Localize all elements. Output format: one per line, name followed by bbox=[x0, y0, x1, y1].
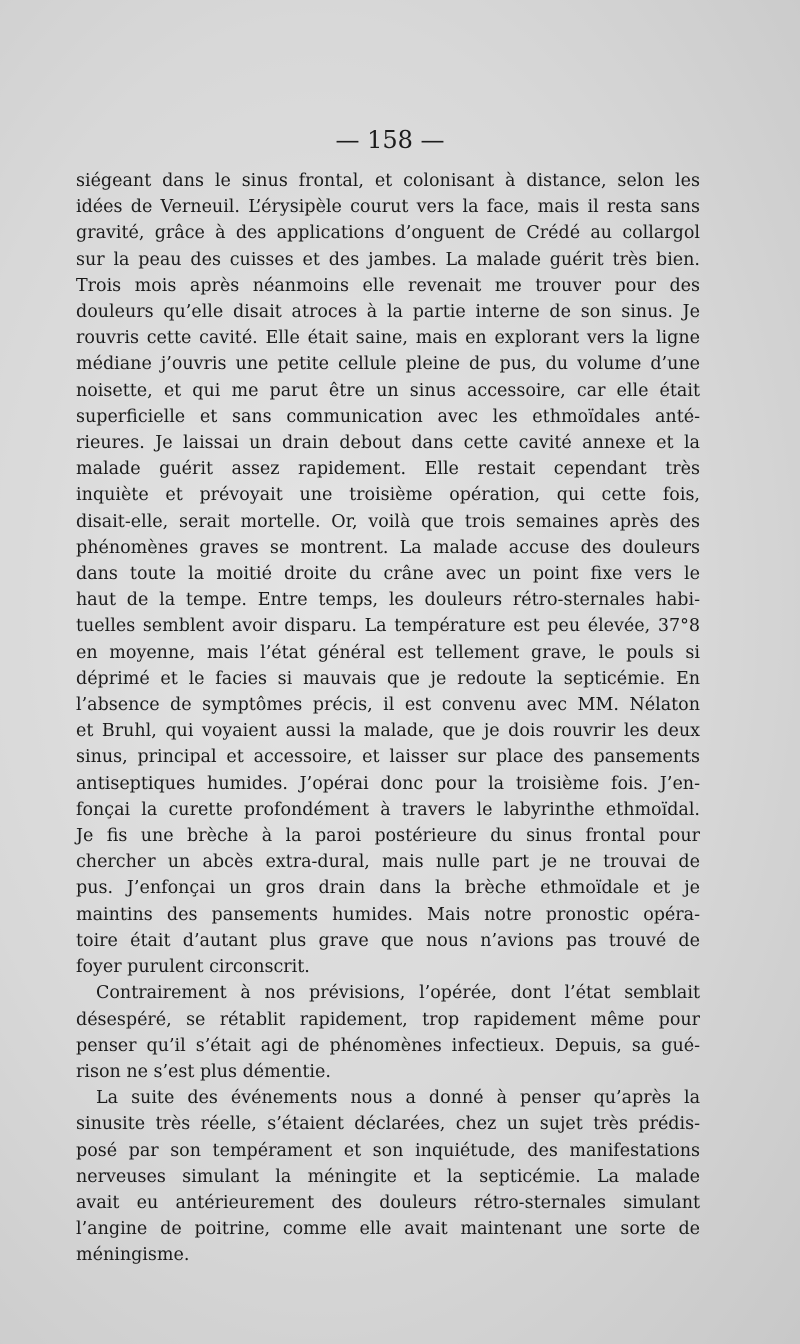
text-line: sur la peau des cuisses et des jambes. La malade guérit très bien. bbox=[76, 249, 700, 270]
text-line: Contrairement à nos prévisions, l’opérée, dont l’état semblait bbox=[96, 983, 700, 1004]
text-line: rison ne s’est plus démentie. bbox=[76, 1061, 331, 1082]
text-line: idées de Verneuil. L’érysipèle courut vers la face, mais il resta sans bbox=[76, 197, 700, 218]
text-line: l’angine de poitrine, comme elle avait maintenant une sorte de bbox=[76, 1219, 700, 1240]
text-line: inquiète et prévoyait une troisième opération, qui cette fois, bbox=[76, 485, 700, 506]
text-line: antiseptiques humides. J’opérai donc pour la troisième fois. J’en- bbox=[76, 773, 700, 794]
body-text bbox=[76, 168, 700, 1269]
text-line: rieures. Je laissai un drain debout dans cette cavité annexe et la bbox=[76, 433, 700, 454]
text-line: chercher un abcès extra-dural, mais nulle part je ne trouvai de bbox=[76, 852, 700, 873]
paragraph bbox=[76, 1085, 700, 1268]
text-line: dans toute la moitié droite du crâne avec un point fixe vers le bbox=[76, 564, 700, 585]
text-line: posé par son tempérament et son inquiétude, des manifestations bbox=[76, 1140, 700, 1161]
text-line: nerveuses simulant la méningite et la septicémie. La malade bbox=[76, 1166, 700, 1187]
paragraph bbox=[76, 980, 700, 1085]
text-line: et Bruhl, qui voyaient aussi la malade, que je dois rouvrir les deux bbox=[76, 721, 700, 742]
text-line: médiane j’ouvris une petite cellule pleine de pus, du volume d’une bbox=[76, 354, 700, 375]
text-line: superficielle et sans communication avec les ethmoïdales anté- bbox=[76, 406, 700, 427]
text-line: phénomènes graves se montrent. La malade accuse des douleurs bbox=[76, 537, 700, 558]
text-line: avait eu antérieurement des douleurs rétro-sternales simulant bbox=[76, 1192, 700, 1213]
text-line: déprimé et le facies si mauvais que je redoute la septicémie. En bbox=[76, 668, 700, 689]
text-line: La suite des événements nous a donné à penser qu’après la bbox=[96, 1088, 700, 1109]
text-line: Je fis une brèche à la paroi postérieure du sinus frontal pour bbox=[76, 826, 700, 847]
text-line: douleurs qu’elle disait atroces à la partie interne de son sinus. Je bbox=[76, 302, 700, 323]
paragraph bbox=[76, 168, 700, 980]
text-line: fonçai la curette profondément à travers le labyrinthe ethmoïdal. bbox=[76, 799, 700, 820]
text-line: rouvris cette cavité. Elle était saine, mais en explorant vers la ligne bbox=[76, 328, 700, 349]
text-line: maintins des pansements humides. Mais notre pronostic opéra- bbox=[76, 904, 700, 925]
text-line: foyer purulent circonscrit. bbox=[76, 957, 310, 978]
text-line: désespéré, se rétablit rapidement, trop rapidement même pour bbox=[76, 1009, 700, 1030]
text-line: gravité, grâce à des applications d’onguent de Crédé au collargol bbox=[76, 223, 700, 244]
text-line: siégeant dans le sinus frontal, et colonisant à distance, selon les bbox=[76, 171, 700, 191]
text-line: haut de la tempe. Entre temps, les douleurs rétro-sternales habi- bbox=[76, 590, 700, 611]
page-number: — 158 — bbox=[335, 126, 445, 154]
text-line: sinusite très réelle, s’étaient déclarées, chez un sujet très prédis- bbox=[76, 1114, 700, 1135]
text-line: noisette, et qui me parut être un sinus accessoire, car elle était bbox=[76, 380, 700, 401]
text-line: Trois mois après néanmoins elle revenait me trouver pour des bbox=[76, 275, 700, 296]
text-line: toire était d’autant plus grave que nous n’avions pas trouvé de bbox=[76, 930, 700, 951]
text-line: tuelles semblent avoir disparu. La température est peu élevée, 37°8 bbox=[76, 616, 700, 637]
text-line: en moyenne, mais l’état général est tellement grave, le pouls si bbox=[76, 642, 700, 663]
text-line: l’absence de symptômes précis, il est convenu avec MM. Nélaton bbox=[76, 695, 700, 716]
text-line: pus. J’enfonçai un gros drain dans la brèche ethmoïdale et je bbox=[76, 878, 700, 899]
text-line: malade guérit assez rapidement. Elle restait cependant très bbox=[76, 459, 700, 480]
text-line: disait-elle, serait mortelle. Or, voilà que trois semaines après des bbox=[76, 511, 700, 532]
text-line: méningisme. bbox=[76, 1245, 190, 1266]
text-line: penser qu’il s’était agi de phénomènes infectieux. Depuis, sa gué- bbox=[76, 1035, 700, 1056]
text-line: sinus, principal et accessoire, et laisser sur place des pansements bbox=[76, 747, 700, 768]
